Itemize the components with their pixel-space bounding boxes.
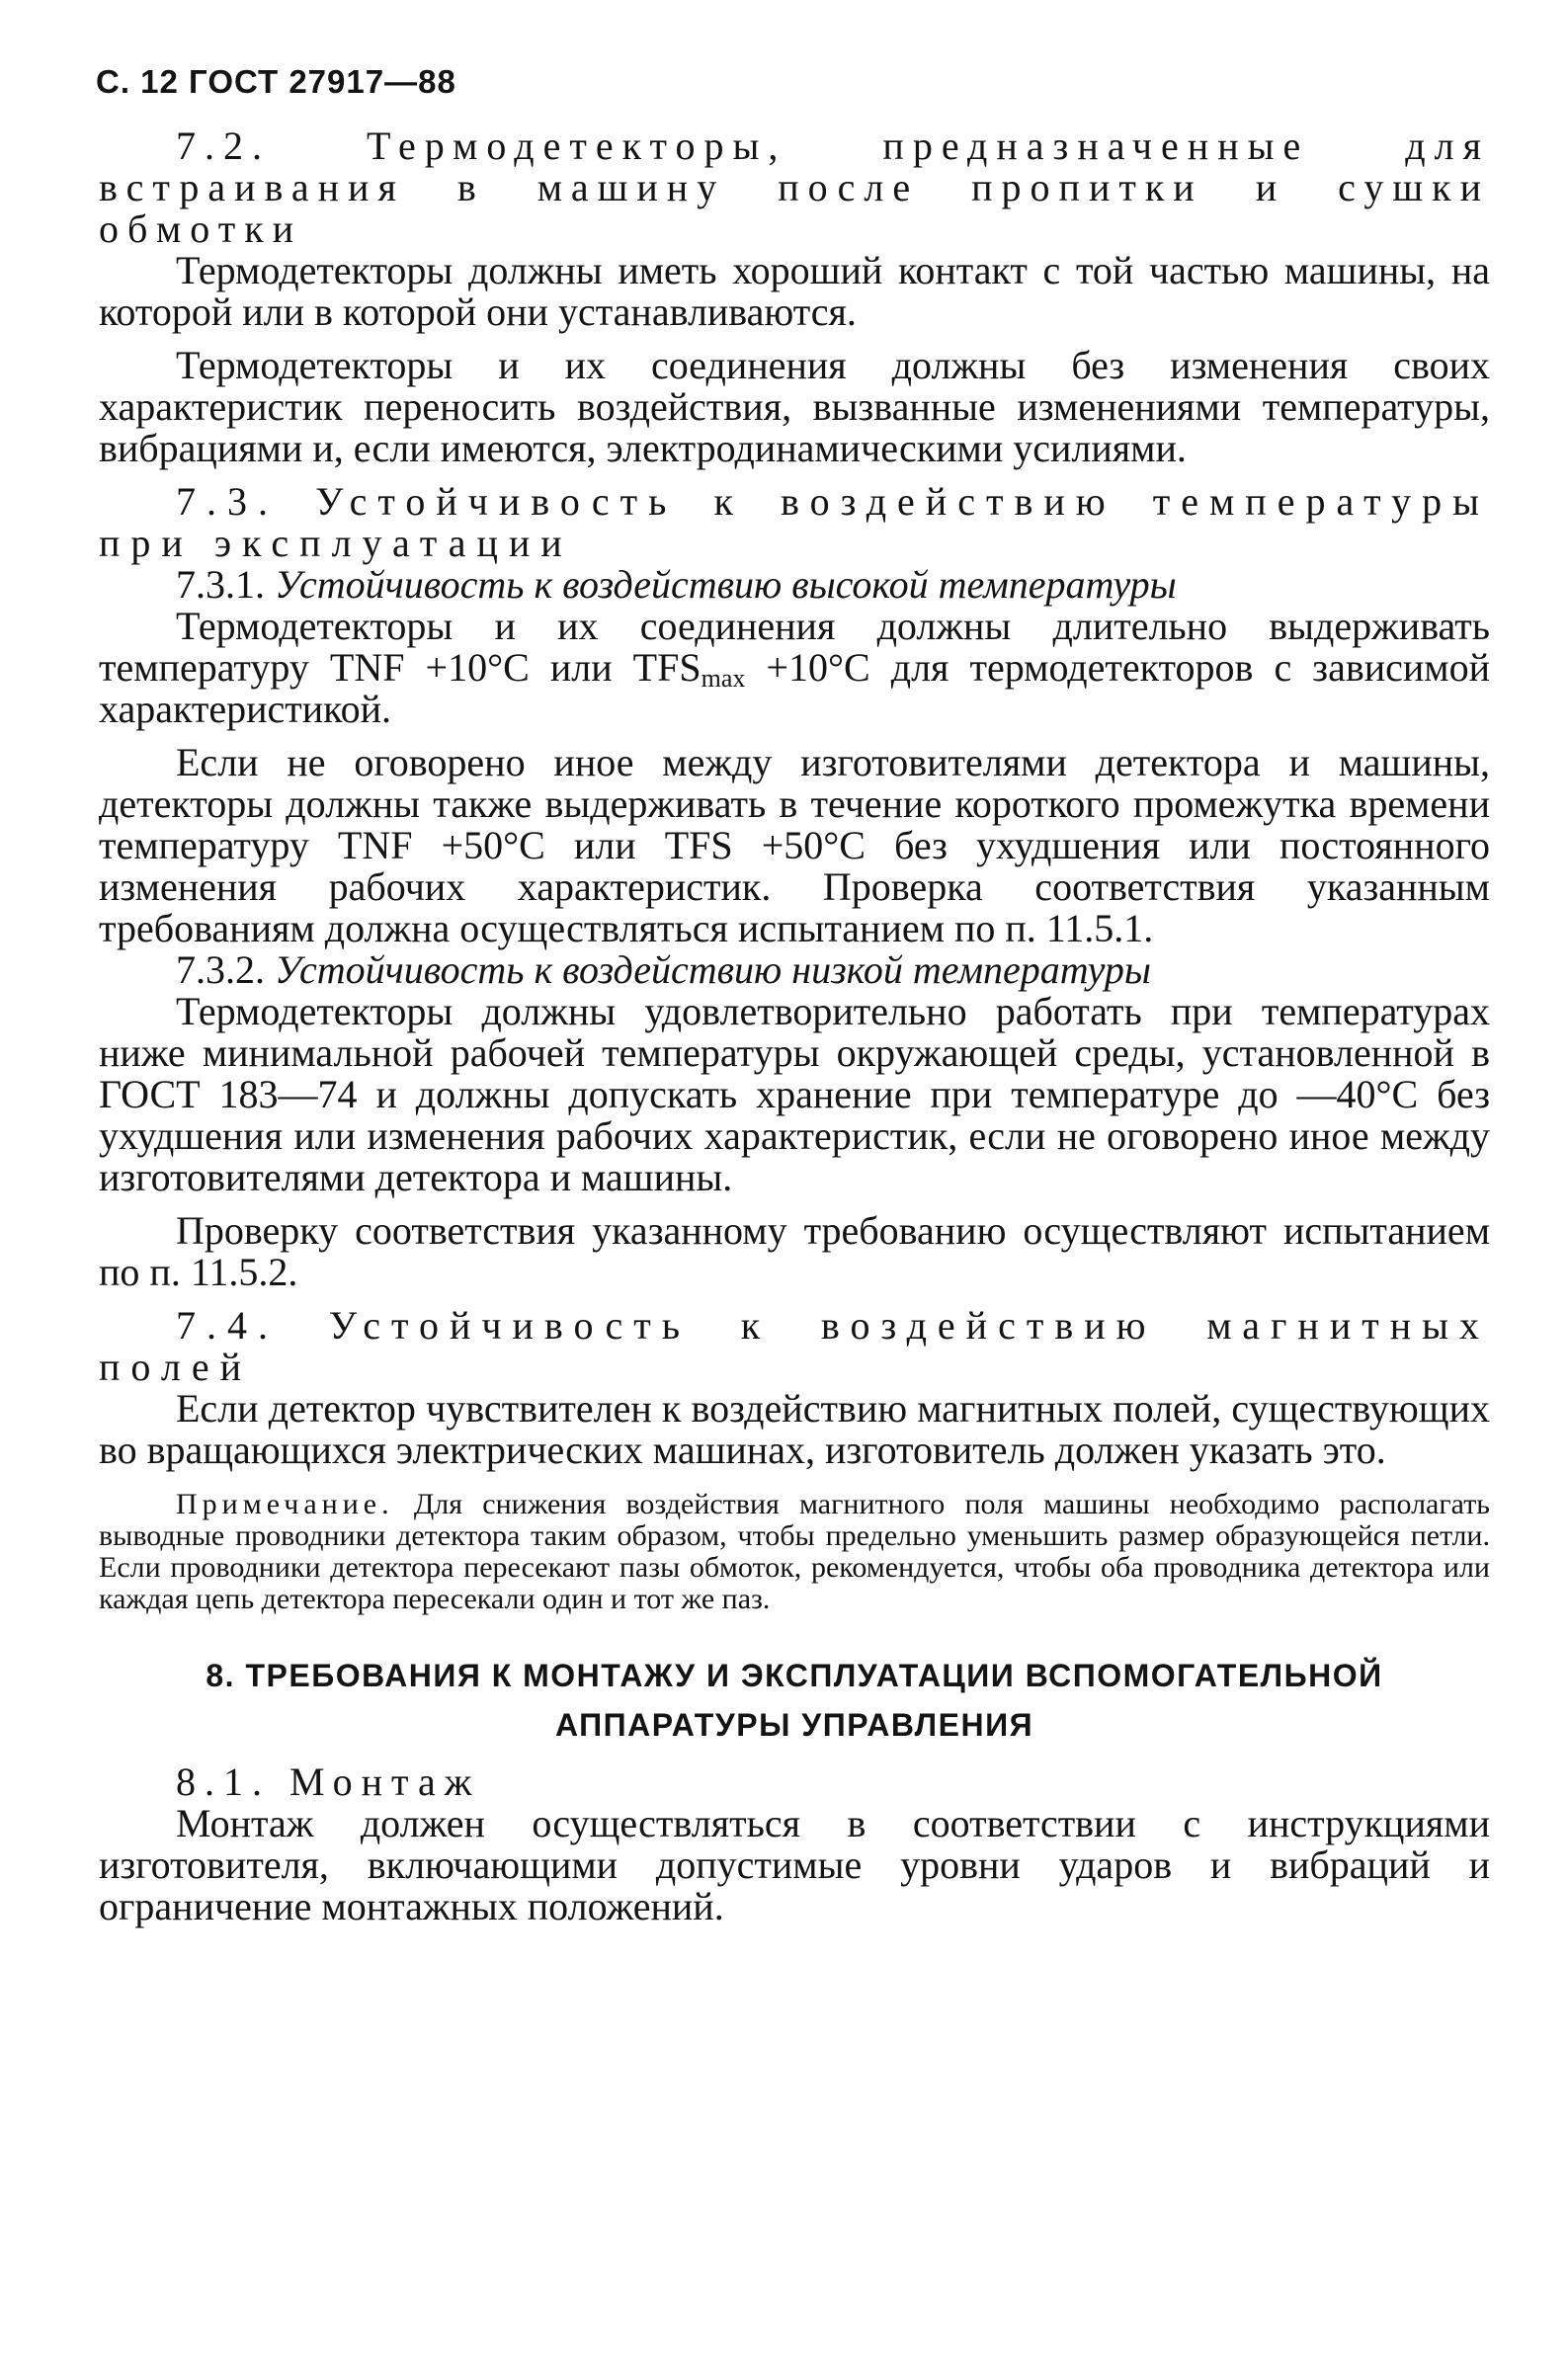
section-8-heading-line-2: АППАРАТУРЫ УПРАВЛЕНИЯ bbox=[554, 1707, 1034, 1743]
note-label: Примечание. bbox=[176, 1488, 394, 1520]
note-paragraph bbox=[99, 1489, 1490, 1615]
tfs-max-subscript: max bbox=[701, 664, 746, 693]
section-7-2-paragraph-1: Термодетекторы должны иметь хороший контакт с той частью машины, на которой или в которой они устанавливаются. bbox=[99, 248, 1490, 334]
section-7-3-2-heading bbox=[99, 949, 1490, 991]
section-7-3-2-paragraph-1: Термодетекторы должны удовлетворительно работать при температурах ниже минимальной рабочей температуры окружающей среды, установленной в ГОСТ 183—74 и должны допускать хранение при температуре до —40°С без ухудшения или изменения рабочих характеристик, если не оговорено иное между изготовителями детектора и машины. bbox=[99, 989, 1490, 1199]
running-head: С. 12 ГОСТ 27917—88 bbox=[96, 63, 456, 100]
section-7-3-2-title: Устойчивость к воздействию низкой температуры bbox=[275, 947, 1151, 992]
section-8-heading bbox=[85, 1651, 1504, 1750]
section-8-1-paragraph-1: Монтаж должен осуществляться в соответствии с инструкциями изготовителя, включающими допустимые уровни ударов и вибраций и ограничение монтажных положений. bbox=[99, 1801, 1490, 1928]
section-7-3-1-number: 7.3.1. bbox=[176, 562, 265, 607]
section-7-3-1-heading bbox=[99, 564, 1490, 606]
section-7-3-1-paragraph-1-end: +10°С для термодетекторов с зависимой характеристикой. bbox=[99, 645, 1490, 731]
section-7-3-1-paragraph-2: Если не оговорено иное между изготовителями детектора и машины, детекторы должны также выдерживать в течение короткого промежутка времени температуру TNF +50°С или TFS +50°С без ухудшения или постоянного изменения рабочих характеристик. Проверка соответствия указанным требованиям должна осуществляться испытанием по п. 11.5.1. bbox=[99, 740, 1490, 950]
section-7-3-heading: 7.3. Устойчивость к воздействию температуры при эксплуатации bbox=[99, 479, 1490, 565]
section-7-4-paragraph-1: Если детектор чувствителен к воздействию магнитных полей, существующих во вращающихся электрических машинах, изготовитель должен указать это. bbox=[99, 1386, 1490, 1472]
section-7-3-2-paragraph-2: Проверку соответствия указанному требованию осуществляют испытанием по п. 11.5.2. bbox=[99, 1208, 1490, 1294]
section-8-heading-line-1: 8. ТРЕБОВАНИЯ К МОНТАЖУ И ЭКСПЛУАТАЦИИ ВСПОМОГАТЕЛЬНОЙ bbox=[206, 1658, 1383, 1693]
section-7-3-2-number: 7.3.2. bbox=[176, 947, 265, 992]
section-7-4-heading: 7.4. Устойчивость к воздействию магнитных полей bbox=[99, 1303, 1490, 1389]
section-7-3-1-paragraph-1 bbox=[99, 606, 1490, 730]
document-body bbox=[99, 125, 1490, 1927]
section-8-1-heading: 8.1. Монтаж bbox=[176, 1759, 481, 1804]
section-7-3-1-title: Устойчивость к воздействию высокой температуры bbox=[275, 562, 1177, 607]
section-7-3-1-paragraph-1-start: Термодетекторы и их соединения должны длительно выдерживать температуру TNF +10°С или TFS bbox=[99, 604, 1490, 690]
section-7-2-paragraph-2: Термодетекторы и их соединения должны без изменения своих характеристик переносить воздействия, вызванные изменениями температуры, вибрациями и, если имеются, электродинамическими усилиями. bbox=[99, 343, 1490, 470]
section-7-2-heading: 7.2. Термодетекторы, предназначенные для встраивания в машину после пропитки и сушки обмотки bbox=[99, 123, 1490, 251]
note-text: Для снижения воздействия магнитного поля машины необходимо располагать выводные проводники детектора таким образом, чтобы предельно уменьшить размер образующейся петли. Если проводники детектора пересекают пазы обмоток, рекомендуется, чтобы оба проводника детектора или каждая цепь детектора пересекали один и тот же паз. bbox=[99, 1488, 1490, 1615]
